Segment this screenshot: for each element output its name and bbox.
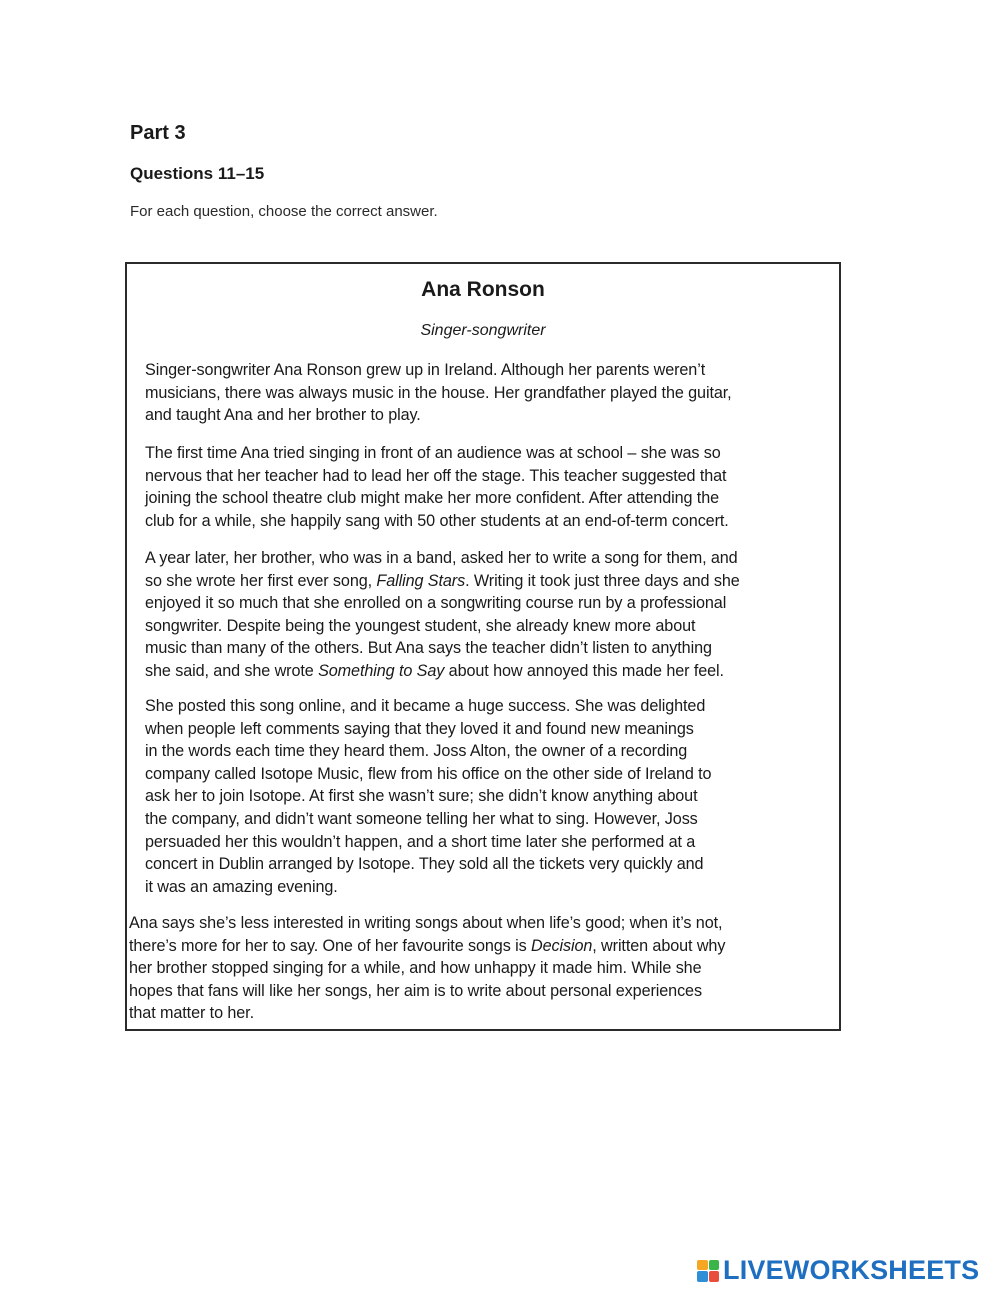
text-line: A year later, her brother, who was in a band, asked her to write a song for them, and bbox=[145, 549, 738, 567]
text-line: enjoyed it so much that she enrolled on a songwriting course run by a professional bbox=[145, 594, 727, 613]
text-line: Singer-songwriter Ana Ronson grew up in Ireland. Although her parents weren’t bbox=[145, 361, 706, 379]
song-title-something-to-say: Something to Say bbox=[318, 661, 445, 680]
text-fragment: so she wrote her first ever song, bbox=[145, 571, 377, 590]
text-line: music than many of the others. But Ana says the teacher didn’t listen to anything bbox=[145, 639, 712, 658]
song-title-decision: Decision bbox=[530, 936, 593, 955]
text-line: Ana says she’s less interested in writing songs about when life’s good; when it’s not, bbox=[129, 914, 723, 932]
text-fragment: , written about why bbox=[592, 936, 726, 955]
text-line bbox=[129, 935, 825, 958]
text-fragment: she said, and she wrote bbox=[145, 661, 319, 680]
paragraph-5 bbox=[129, 912, 825, 1025]
text-line: hopes that fans will like her songs, her aim is to write about personal experiences bbox=[129, 981, 702, 1000]
text-fragment: about how annoyed this made her feel. bbox=[444, 661, 724, 680]
logo-text: LIVEWORKSHEETS bbox=[723, 1255, 980, 1285]
article-subtitle: Singer-songwriter bbox=[420, 322, 546, 339]
text-line: that matter to her. bbox=[129, 1004, 254, 1023]
text-line: nervous that her teacher had to lead her off the stage. This teacher suggested that bbox=[145, 466, 727, 485]
article-title: Ana Ronson bbox=[421, 278, 545, 301]
song-title-falling-stars: Falling Stars bbox=[376, 571, 466, 590]
text-line: the company, and didn’t want someone telling her what to sing. However, Joss bbox=[145, 809, 698, 828]
text-line: ask her to join Isotope. At first she wasn’t sure; she didn’t know anything about bbox=[145, 787, 698, 806]
paragraph-3 bbox=[145, 547, 825, 683]
liveworksheets-logo[interactable] bbox=[697, 1255, 979, 1286]
instruction-text: For each question, choose the correct answer. bbox=[130, 203, 438, 220]
text-line: company called Isotope Music, flew from his office on the other side of Ireland to bbox=[145, 764, 712, 783]
text-fragment: . Writing it took just three days and she bbox=[465, 571, 740, 590]
paragraph-4 bbox=[145, 695, 825, 898]
text-fragment: there’s more for her to say. One of her favourite songs is bbox=[129, 936, 531, 955]
text-line: it was an amazing evening. bbox=[145, 877, 338, 896]
text-line: concert in Dublin arranged by Isotope. They sold all the tickets very quickly and bbox=[145, 855, 704, 874]
article-box bbox=[125, 262, 841, 1031]
part-title: Part 3 bbox=[130, 122, 186, 144]
liveworksheets-logo-icon bbox=[697, 1260, 719, 1282]
text-line: club for a while, she happily sang with 50 other students at an end-of-term concert. bbox=[145, 511, 729, 530]
text-line: The first time Ana tried singing in front of an audience was at school – she was so bbox=[145, 444, 721, 462]
text-line bbox=[145, 660, 825, 683]
text-line: musicians, there was always music in the house. Her grandfather played the guitar, bbox=[145, 383, 732, 402]
text-line: her brother stopped singing for a while, and how unhappy it made him. While she bbox=[129, 959, 702, 978]
text-line: in the words each time they heard them. Joss Alton, the owner of a recording bbox=[145, 742, 688, 761]
text-line bbox=[145, 570, 825, 593]
text-line: persuaded her this wouldn’t happen, and a short time later she performed at a bbox=[145, 832, 696, 851]
text-line: joining the school theatre club might make her more confident. After attending the bbox=[145, 489, 719, 508]
text-line: songwriter. Despite being the youngest student, she already knew more about bbox=[145, 616, 696, 635]
text-line: and taught Ana and her brother to play. bbox=[145, 406, 421, 425]
text-line: She posted this song online, and it became a huge success. She was delighted bbox=[145, 697, 706, 715]
text-line: when people left comments saying that they loved it and found new meanings bbox=[145, 719, 694, 738]
paragraph-2 bbox=[145, 442, 825, 532]
paragraph-1 bbox=[145, 359, 825, 427]
questions-title: Questions 11–15 bbox=[130, 164, 265, 183]
